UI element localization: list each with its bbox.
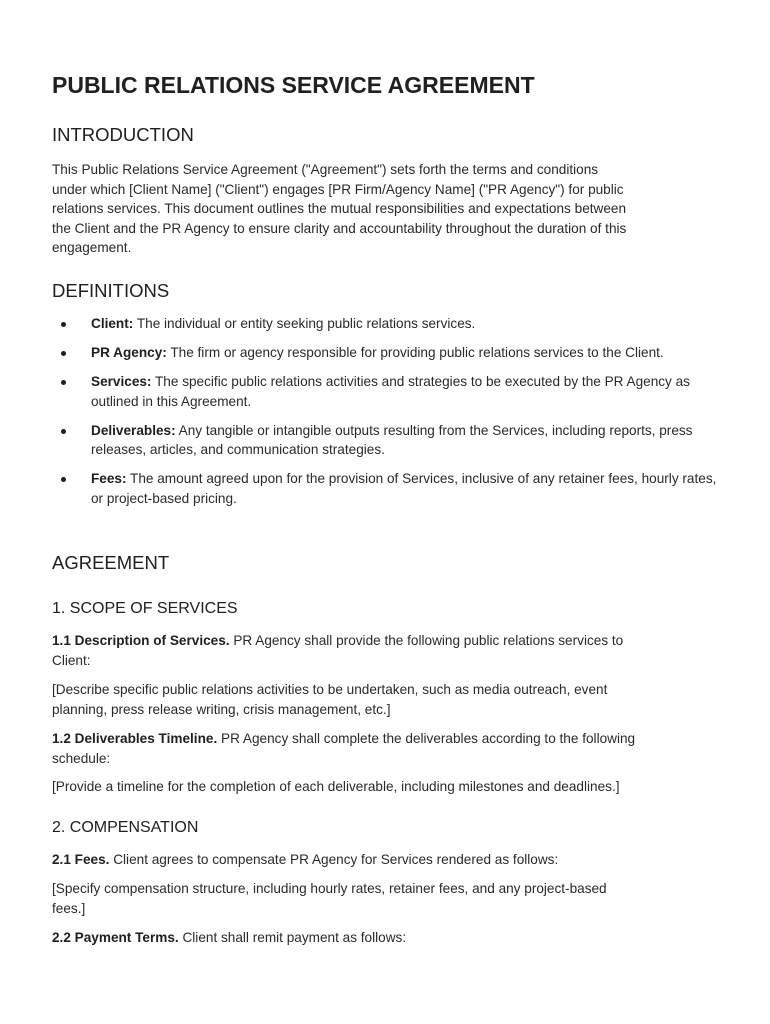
- definition-text: Any tangible or intangible outputs resulting from the Services, including reports, press releases, articles, and communication strategies.: [91, 422, 693, 458]
- definition-item-pr-agency: [52, 343, 724, 363]
- definition-text: The amount agreed upon for the provision of Services, inclusive of any retainer fees, hourly rates, or project-based pricing.: [91, 471, 717, 506]
- introduction-paragraph: [52, 160, 724, 258]
- bullet-icon: [61, 322, 66, 327]
- definitions-list: [52, 314, 724, 518]
- definition-text: The individual or entity seeking public relations services.: [133, 316, 476, 331]
- clause-label: 2.1 Fees.: [52, 852, 110, 867]
- definition-term: Deliverables:: [91, 422, 176, 438]
- clause-2-2: [52, 928, 724, 948]
- placeholder-text: [Specify compensation structure, including hourly rates, retainer fees, and any project-based: [52, 881, 607, 896]
- bullet-icon: [61, 429, 66, 434]
- clause-text: Client shall remit payment as follows:: [178, 930, 407, 945]
- clause-1-1: [52, 631, 724, 670]
- clause-label: 1.1 Description of Services.: [52, 633, 230, 648]
- scope-of-services-heading: 1. SCOPE OF SERVICES: [52, 600, 238, 617]
- clause-label: 2.2 Payment Terms.: [52, 930, 179, 945]
- introduction-line: engagement.: [52, 240, 132, 256]
- definition-term: Services:: [91, 373, 152, 389]
- compensation-heading: 2. COMPENSATION: [52, 819, 199, 836]
- clause-text: Client agrees to compensate PR Agency for Services rendered as follows:: [109, 852, 559, 867]
- clause-label: 1.2 Deliverables Timeline.: [52, 731, 218, 746]
- introduction-heading: INTRODUCTION: [52, 124, 194, 145]
- clause-1-2-placeholder: [52, 777, 724, 797]
- clause-2-1-placeholder: [52, 879, 724, 918]
- definition-text: The specific public relations activities and strategies to be executed by the PR Agency as outlined in this Agreement.: [91, 373, 690, 409]
- definition-item-fees: [52, 469, 724, 508]
- bullet-icon: [61, 477, 66, 482]
- agreement-heading: AGREEMENT: [52, 552, 170, 573]
- introduction-line: the Client and the PR Agency to ensure clarity and accountability throughout the duration of this: [52, 220, 627, 236]
- introduction-line: relations services. This document outlines the mutual responsibilities and expectations between: [52, 201, 627, 217]
- definition-term: Fees:: [91, 471, 127, 487]
- clause-text: schedule:: [52, 750, 111, 766]
- bullet-icon: [61, 380, 66, 385]
- document-title: PUBLIC RELATIONS SERVICE AGREEMENT: [52, 72, 535, 98]
- definition-text: The firm or agency responsible for providing public relations services to the Client.: [166, 344, 664, 360]
- clause-text: PR Agency shall provide the following public relations services to: [229, 633, 624, 648]
- definition-item-deliverables: [52, 421, 724, 460]
- definition-term: Client:: [91, 316, 134, 331]
- placeholder-text: fees.]: [52, 900, 86, 916]
- clause-1-1-placeholder: [52, 680, 724, 719]
- placeholder-text: [Provide a timeline for the completion of each deliverable, including milestones and deadlines.]: [52, 779, 620, 794]
- clause-text: Client:: [52, 652, 91, 668]
- definition-term: PR Agency:: [91, 344, 167, 360]
- clause-2-1: [52, 850, 724, 870]
- introduction-line: under which [Client Name] ("Client") engages [PR Firm/Agency Name] ("PR Agency") for public: [52, 181, 624, 197]
- clause-text: PR Agency shall complete the deliverables according to the following: [217, 731, 636, 746]
- placeholder-text: [Describe specific public relations activities to be undertaken, such as media outreach, event: [52, 682, 608, 697]
- definition-item-client: [52, 314, 724, 334]
- bullet-icon: [61, 351, 66, 356]
- introduction-line: This Public Relations Service Agreement ("Agreement") sets forth the terms and conditions: [52, 162, 599, 177]
- placeholder-text: planning, press release writing, crisis management, etc.]: [52, 701, 391, 717]
- definition-item-services: [52, 372, 724, 411]
- definitions-heading: DEFINITIONS: [52, 280, 170, 301]
- clause-1-2: [52, 729, 724, 768]
